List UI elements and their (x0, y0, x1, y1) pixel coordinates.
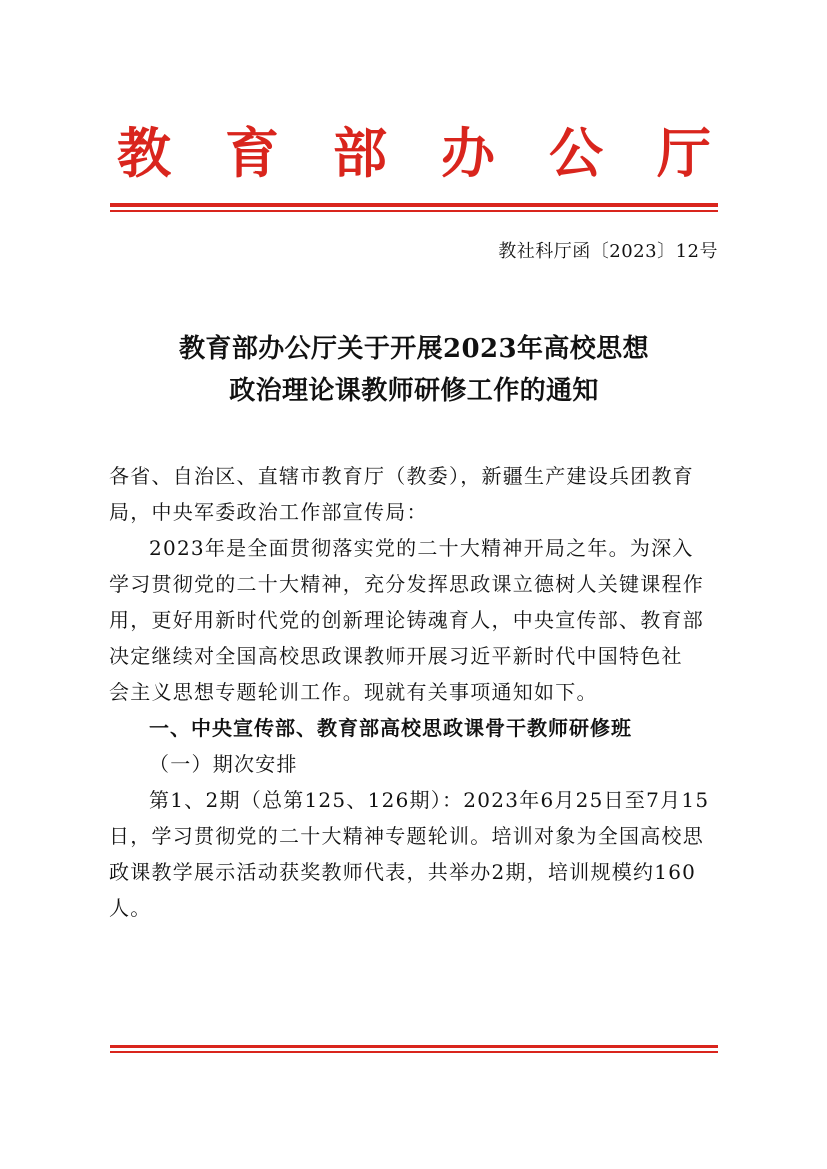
paragraph-line: 日，学习贯彻党的二十大精神专题轮训。培训对象为全国高校思 (109, 824, 704, 848)
header-char: 部 (333, 121, 387, 185)
document-title (110, 328, 718, 412)
document-body (109, 458, 719, 926)
title-line: 政治理论课教师研修工作的通知 (229, 376, 599, 406)
salutation-line: 局，中央军委政治工作部宣传局： (109, 500, 428, 524)
header-char: 公 (549, 121, 603, 185)
paragraph-line: 决定继续对全国高校思政课教师开展习近平新时代中国特色社 (109, 644, 683, 668)
header-red-rule-thin (110, 210, 718, 212)
title-line: 教育部办公厅关于开展2023年高校思想 (179, 334, 649, 364)
footer-red-rule-thick (110, 1045, 718, 1048)
footer-red-rule-thin (110, 1051, 718, 1053)
header-red-rule-thick (110, 203, 718, 207)
header-char: 厅 (657, 121, 711, 185)
issuing-office-header (110, 118, 718, 188)
paragraph-line: 用，更好用新时代党的创新理论铸魂育人，中央宣传部、教育部 (109, 608, 704, 632)
header-char: 教 (117, 121, 171, 185)
subsection-heading: （一）期次安排 (149, 752, 298, 776)
document-number: 教社科厅函〔2023〕12号 (498, 241, 718, 262)
salutation-line: 各省、自治区、直辖市教育厅（教委），新疆生产建设兵团教育 (109, 464, 694, 488)
section-heading: 一、中央宣传部、教育部高校思政课骨干教师研修班 (149, 716, 632, 740)
header-char: 办 (441, 121, 495, 185)
paragraph-line: 政课教学展示活动获奖教师代表，共举办2期，培训规模约160 (109, 860, 697, 884)
paragraph-line: 会主义思想专题轮训工作。现就有关事项通知如下。 (109, 680, 598, 704)
paragraph-line: 2023年是全面贯彻落实党的二十大精神开局之年。为深入 (149, 536, 694, 560)
paragraph-line: 第1、2期（总第125、126期）：2023年6月25日至7月15 (149, 788, 710, 812)
paragraph-line: 学习贯彻党的二十大精神，充分发挥思政课立德树人关键课程作 (109, 572, 704, 596)
paragraph-line: 人。 (109, 896, 152, 920)
header-char: 育 (225, 121, 279, 185)
